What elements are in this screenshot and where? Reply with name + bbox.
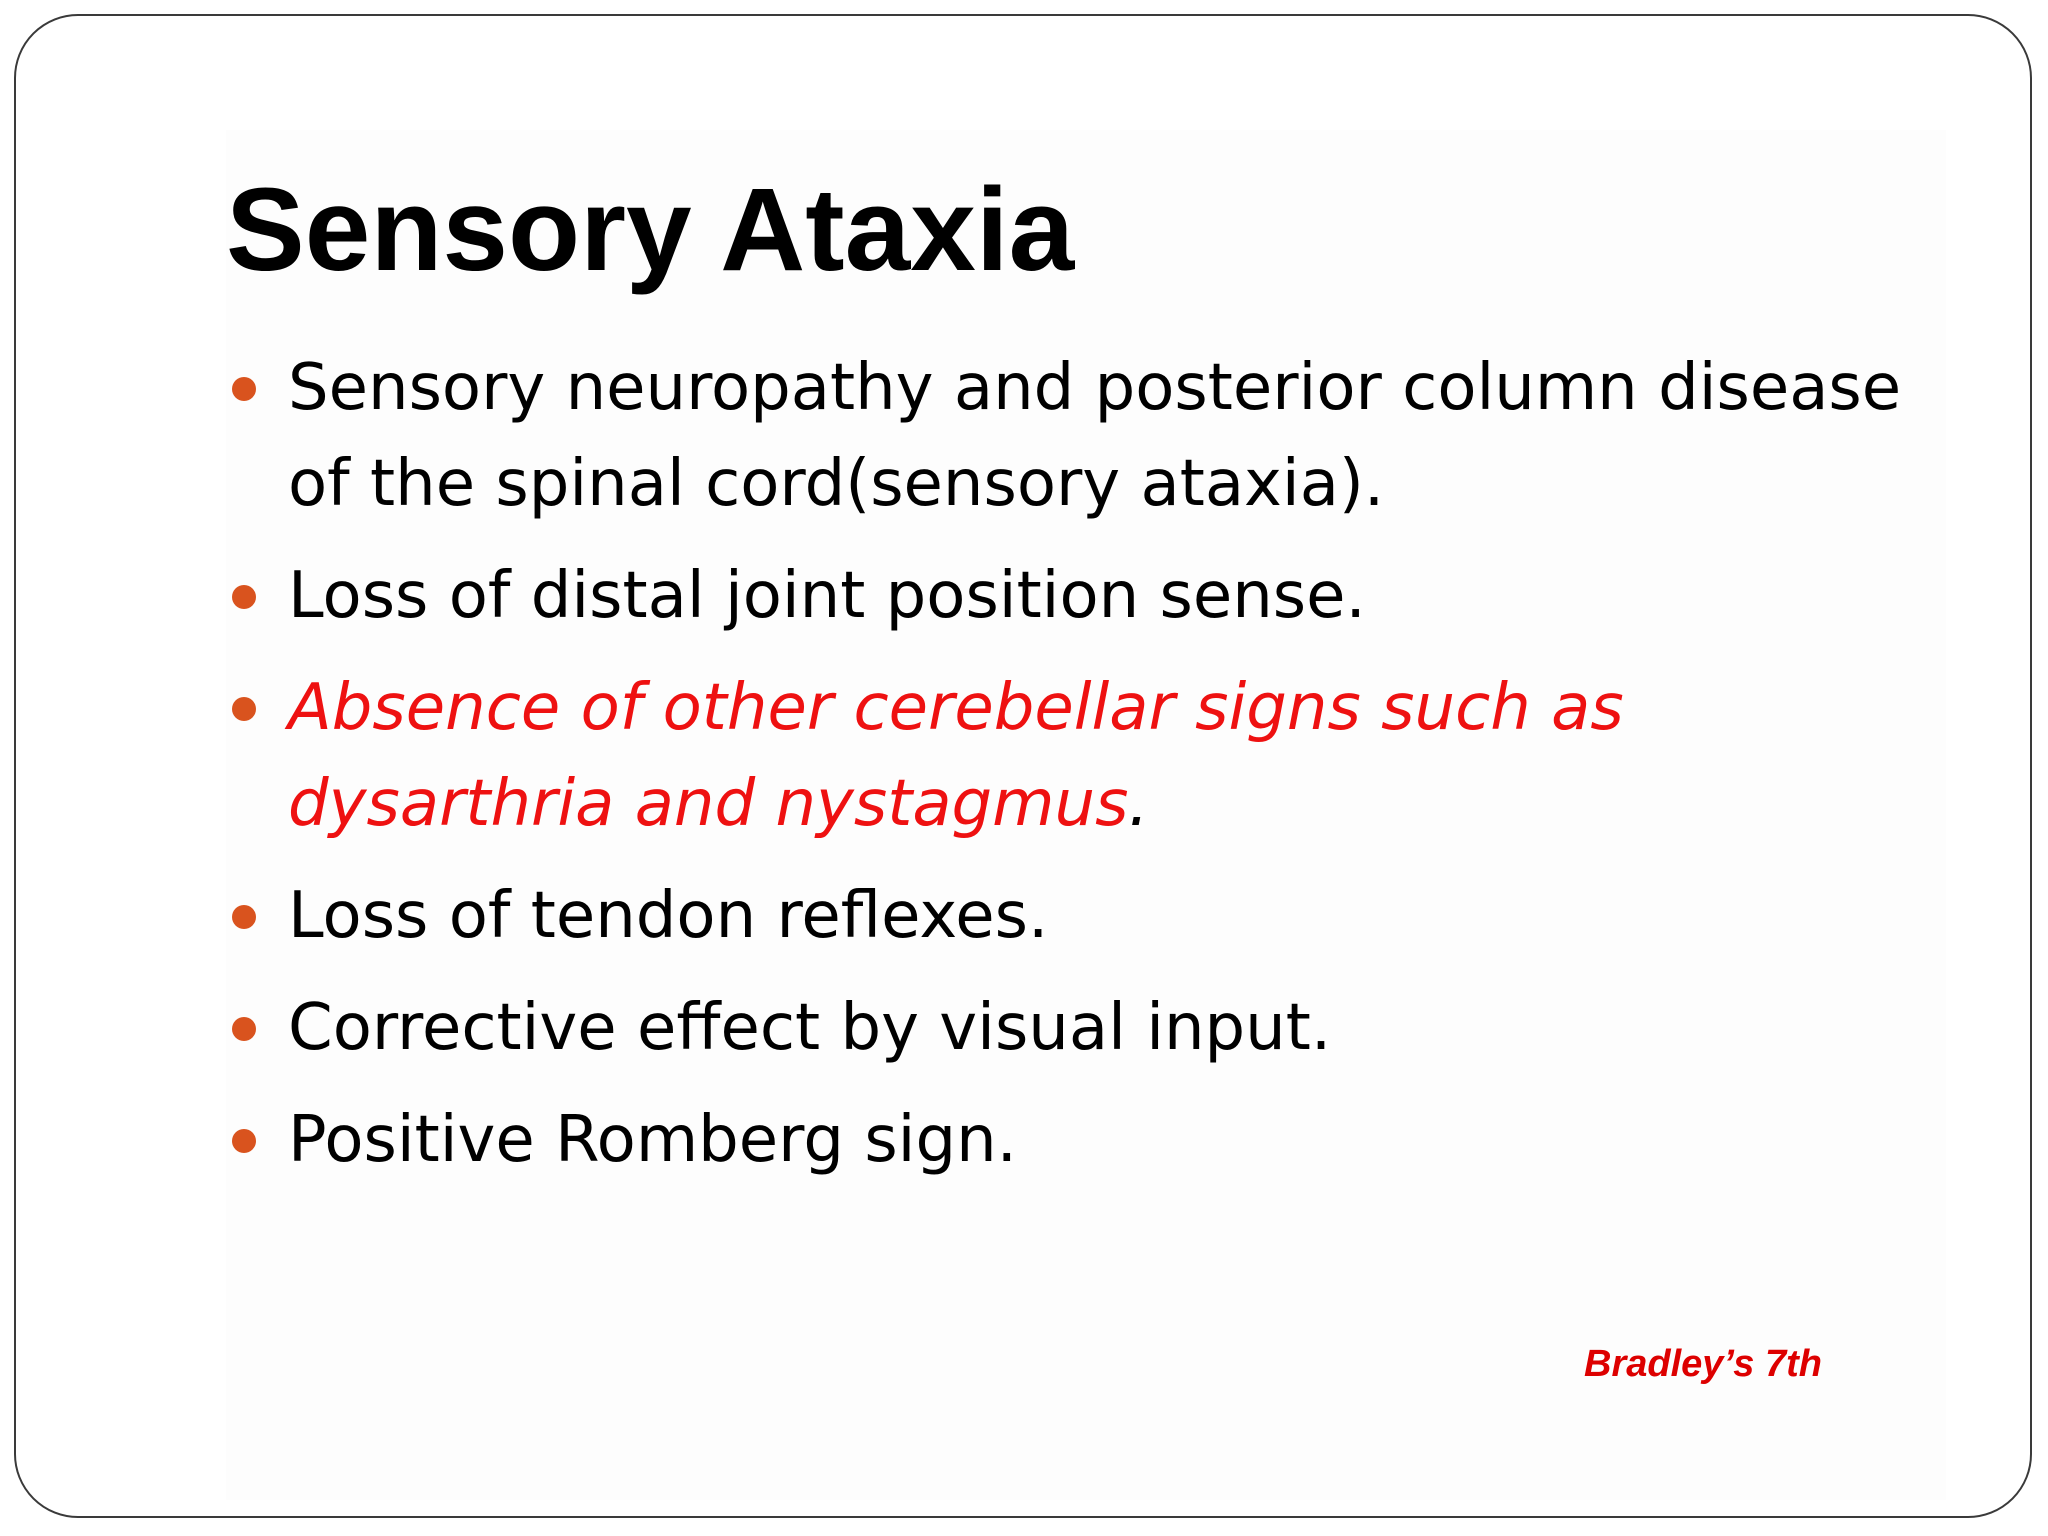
bullet-text: Positive Romberg sign.	[288, 1103, 1017, 1177]
bullet-item-cerebellar-signs	[226, 660, 1946, 852]
bullet-item-tendon-reflexes	[226, 868, 1946, 964]
bullet-list	[226, 340, 1946, 1204]
bullet-item-joint-position	[226, 548, 1946, 644]
bullet-text-emphasis: Absence of other cerebellar signs such as dysarthria and nystagmus	[288, 671, 1624, 841]
bullet-text: Corrective effect by visual input.	[288, 991, 1332, 1065]
slide-title: Sensory Ataxia	[226, 164, 1075, 296]
bullet-item-romberg-sign	[226, 1092, 1946, 1188]
bullet-dot-icon	[232, 1129, 256, 1153]
bullet-text: Loss of tendon reflexes.	[288, 879, 1049, 953]
bullet-text: Loss of distal joint position sense.	[288, 559, 1366, 633]
bullet-dot-icon	[232, 905, 256, 929]
citation: Bradley’s 7th	[1584, 1343, 1822, 1385]
bullet-dot-icon	[232, 1017, 256, 1041]
bullet-dot-icon	[232, 585, 256, 609]
bullet-dot-icon	[232, 697, 256, 721]
bullet-dot-icon	[232, 377, 256, 401]
bullet-trailing-period: .	[1128, 767, 1149, 841]
bullet-item-sensory-neuropathy	[226, 340, 1946, 532]
bullet-item-visual-input	[226, 980, 1946, 1076]
bullet-text: Sensory neuropathy and posterior column disease of the spinal cord(sensory ataxia).	[288, 351, 1902, 521]
